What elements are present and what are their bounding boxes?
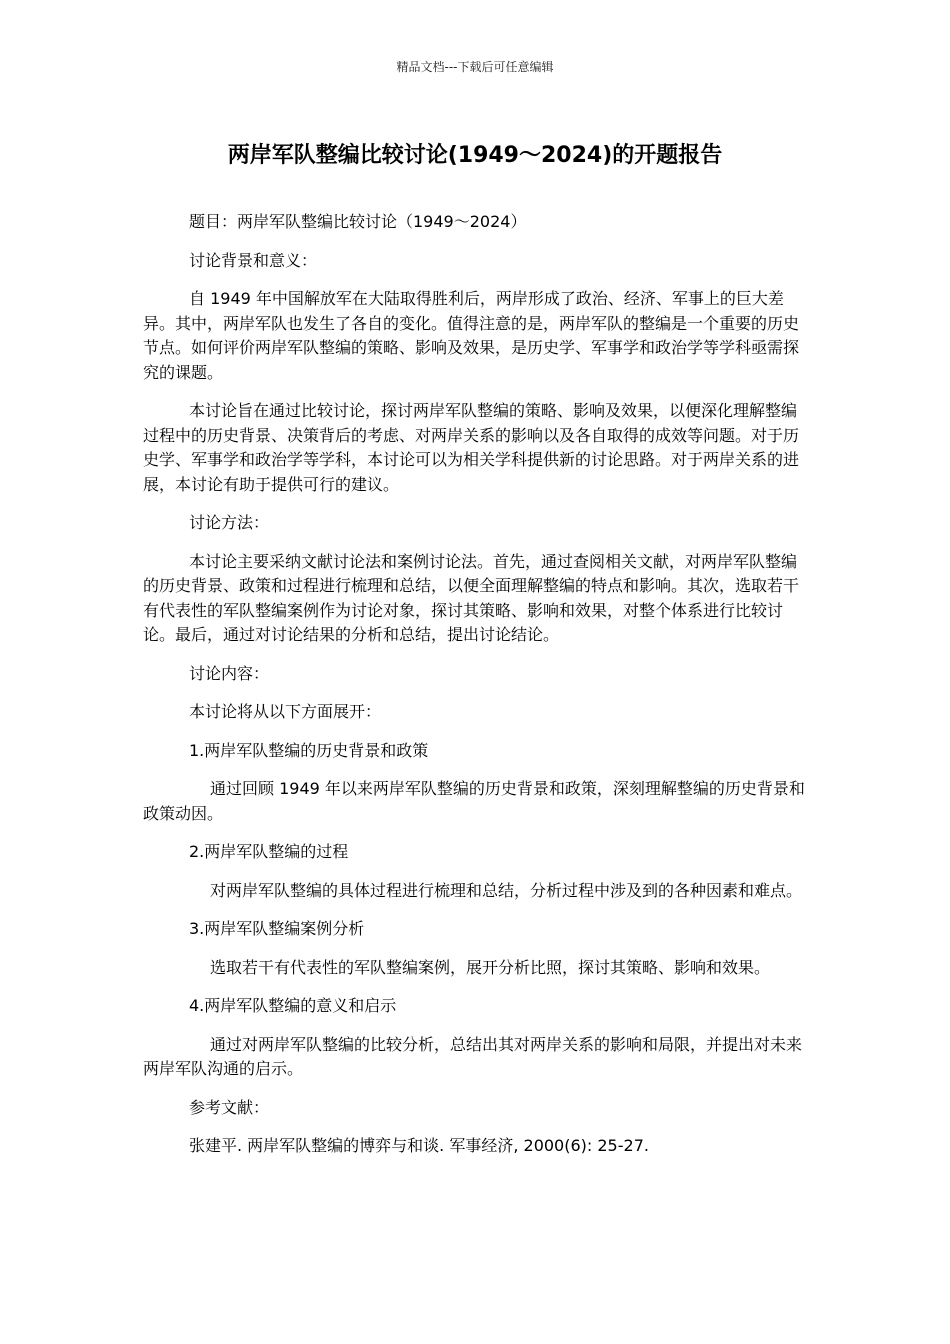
background-paragraph-2: 本讨论旨在通过比较讨论，探讨两岸军队整编的策略、影响及效果，以便深化理解整编过程中的历史背景、决策背后的考虑、对两岸关系的影响以及各自取得的成效等问题。对于历史学、军事学和政治学等学科，本讨论可以为相关学科提供新的讨论思路。对于两岸关系的进展，本讨论有助于提供可行的建议。 — [143, 401, 800, 494]
item-3-body: 选取若干有代表性的军队整编案例，展开分析比照，探讨其策略、影响和效果。 — [210, 957, 771, 977]
content-intro: 本讨论将从以下方面展开： — [189, 702, 382, 721]
document-title: 两岸军队整编比较讨论(1949～2024)的开题报告 — [227, 143, 723, 168]
item-3-title: 3.两岸军队整编案例分析 — [189, 919, 365, 938]
page-header-note: 精品文档---下载后可任意编辑 — [396, 60, 554, 74]
background-heading: 讨论背景和意义： — [189, 250, 318, 270]
item-4-title: 4.两岸军队整编的意义和启示 — [189, 996, 397, 1015]
item-1-body: 通过回顾 1949 年以来两岸军队整编的历史背景和政策，深刻理解整编的历史背景和政策动因。 — [143, 779, 805, 823]
item-2-title: 2.两岸军队整编的过程 — [189, 842, 349, 861]
content-heading: 讨论内容： — [189, 663, 270, 683]
reference-1: 张建平. 两岸军队整编的博弈与和谈. 军事经济, 2000(6): 25-27. — [189, 1136, 649, 1155]
document-body — [143, 210, 808, 1173]
method-paragraph: 本讨论主要采纳文献讨论法和案例讨论法。首先，通过查阅相关文献，对两岸军队整编的历史背景、政策和过程进行梳理和总结，以便全面理解整编的特点和影响。其次，选取若干有代表性的军队整编案例作为讨论对象，探讨其策略、影响和效果，对整个体系进行比较讨论。最后，通过对讨论结果的分析和总结，提出讨论结论。 — [143, 551, 800, 644]
method-heading: 讨论方法： — [189, 513, 270, 532]
references-heading: 参考文献： — [189, 1097, 270, 1117]
topic-line: 题目：两岸军队整编比较讨论（1949～2024） — [189, 212, 527, 231]
item-4-body: 通过对两岸军队整编的比较分析，总结出其对两岸关系的影响和局限，并提出对未来两岸军队沟通的启示。 — [143, 1034, 803, 1078]
item-2-body: 对两岸军队整编的具体过程进行梳理和总结，分析过程中涉及到的各种因素和难点。 — [210, 880, 803, 900]
background-paragraph-1: 自 1949 年中国解放军在大陆取得胜利后，两岸形成了政治、经济、军事上的巨大差异。其中，两岸军队也发生了各自的变化。值得注意的是，两岸军队的整编是一个重要的历史节点。如何评价两岸军队整编的策略、影响及效果，是历史学、军事学和政治学等学科亟需探究的课题。 — [143, 289, 800, 382]
item-1-title: 1.两岸军队整编的历史背景和政策 — [189, 740, 429, 760]
